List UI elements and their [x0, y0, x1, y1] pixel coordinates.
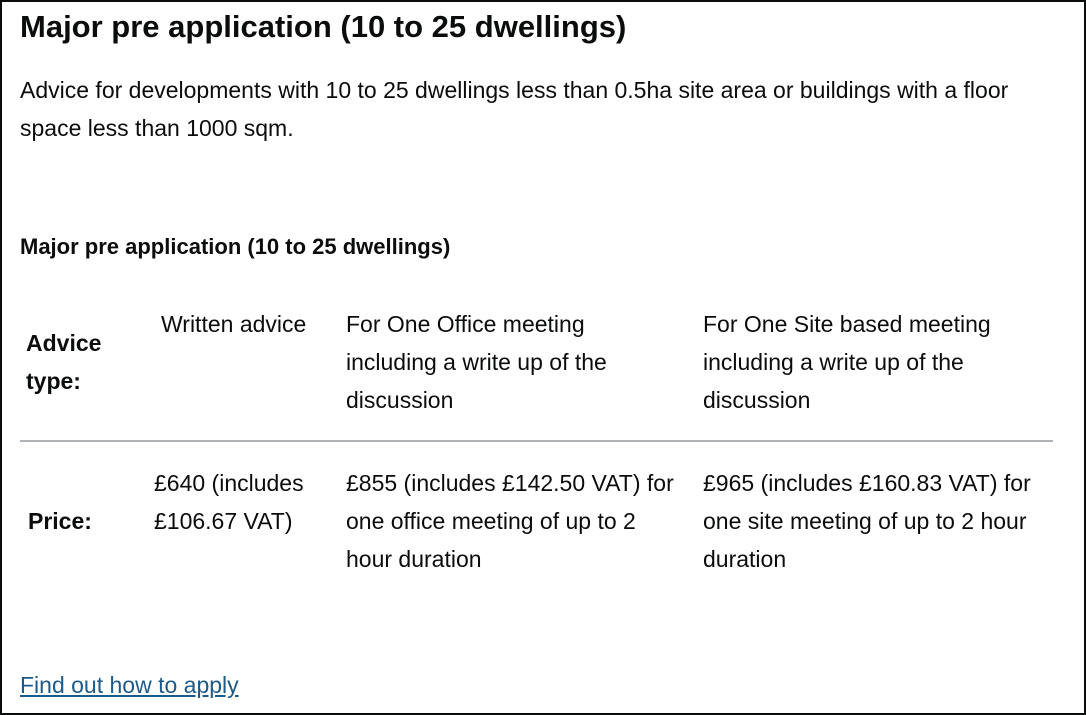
advice-type-office-meeting: For One Office meeting including a write up of the discussion	[346, 311, 607, 413]
table-divider	[20, 440, 1053, 442]
advice-type-written: Written advice	[161, 311, 307, 337]
price-written: £640 (includes £106.67 VAT)	[154, 470, 304, 534]
page-title: Major pre application (10 to 25 dwellings)	[20, 9, 627, 44]
price-label: Price:	[28, 508, 92, 534]
price-office-meeting: £855 (includes £142.50 VAT) for one office meeting of up to 2 hour duration	[346, 470, 674, 572]
find-out-how-to-apply-link[interactable]: Find out how to apply	[20, 672, 239, 698]
advice-type-site-meeting: For One Site based meeting including a write up of the discussion	[703, 311, 991, 413]
intro-text: Advice for developments with 10 to 25 dwellings less than 0.5ha site area or buildings with a floor space less than 1000 sqm.	[20, 77, 1009, 141]
price-site-meeting: £965 (includes £160.83 VAT) for one site meeting of up to 2 hour duration	[703, 470, 1031, 572]
advice-type-label: Advice type:	[26, 330, 102, 394]
table-caption: Major pre application (10 to 25 dwellings)	[20, 234, 451, 259]
